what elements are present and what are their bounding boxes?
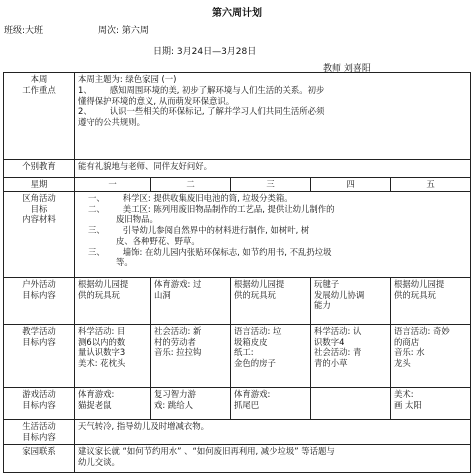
goal-item-1: 感知周围环境的美, 初步了解环境与人们生活的关系。初步 (109, 84, 325, 95)
outdoor-cell: 根据幼儿园提 供的玩具玩 (75, 277, 151, 324)
class-label: 班级:大班 (4, 26, 44, 36)
weekday-header: 星期 (4, 178, 75, 192)
teaching-row (4, 324, 471, 387)
date-range: 日期: 3月24日—3月28日 (153, 47, 257, 57)
weekday-header: 五 (391, 178, 471, 192)
family-label: 家园联系 (4, 444, 75, 472)
teaching-label: 教学活动 目标内容 (4, 324, 75, 387)
weekday-header-row (4, 178, 471, 192)
weekday-header: 二 (151, 178, 231, 192)
individual-content: 能有礼貌地与老师、同伴友好问好。 (75, 160, 471, 178)
area-content: 一、 科学区: 提供收集废旧电池的筒, 垃圾分类箱。 二、 美工区: 陈列用废旧物品制作的工艺品, 提供让幼儿制作的 废旧物品。 三、 引导幼儿参阅自然界中的材料进行制作, 如树叶, 树 皮、各种野花、野草。 三、 墙饰: 在幼儿园内张贴环保标志, 如节约用书, 不乱扔垃圾 等。 (75, 191, 471, 277)
outdoor-cell: 根据幼儿园提 供的玩具玩 (391, 277, 471, 324)
teaching-cell: 语言活动: 奇妙 的商店 音乐: 水 龙头 (391, 324, 471, 387)
weekday-header: 四 (311, 178, 391, 192)
area-label: 区角活动 目标 内容材料 (4, 191, 75, 277)
life-content: 天气转冷, 指导幼儿及时增减衣物。 (75, 419, 471, 444)
games-cell (311, 387, 391, 419)
weekday-header: 一 (75, 178, 151, 192)
week-label: 周次: 第六周 (98, 26, 149, 36)
life-row (4, 419, 471, 444)
games-cell: 体育游戏: 猫捉老鼠 (75, 387, 151, 419)
weekday-header: 三 (231, 178, 311, 192)
games-cell: 美术: 画 太阳 (391, 387, 471, 419)
individual-row (4, 160, 471, 178)
teaching-cell: 语言活动: 垃 圾箱皮皮 纸工: 金色的房子 (231, 324, 311, 387)
page-title: 第六周计划 (212, 8, 262, 19)
area-item: 科学区: 提供收集废旧电池的筒, 垃圾分类箱。 (122, 192, 293, 203)
teaching-cell: 科学活动: 目 测6以内的数 量认识数字3 美术: 花枕头 (75, 324, 151, 387)
games-cell: 复习智力游 戏: 跳给人 (151, 387, 231, 419)
goals-row (4, 73, 471, 160)
goal-item-2: 认识一些相关的环保标记, 了解并学习人们共同生活所必须 (109, 106, 325, 117)
goals-content: 本周主题为: 绿色家园 (一) 1、 感知周围环境的美, 初步了解环境与人们生活的关系。初步 懂得保护环境的意义, 从而萌发环保意识。 2、 认识一些相关的环保标记, 了解并学习人们共同生活所必须 遵守的公共规则。 (75, 73, 471, 160)
family-content: 建议家长就 “如何节约用水” 、“如何废旧再利用, 减少垃圾” 等话题与 幼儿交谈。 (75, 444, 471, 472)
weekly-plan-table (3, 72, 471, 473)
outdoor-cell: 根据幼儿园提 供的玩具玩 (231, 277, 311, 324)
teacher-name: 教师 刘喜阳 (323, 64, 371, 74)
goals-label: 本周 工作重点 (4, 73, 75, 160)
family-row (4, 444, 471, 472)
teaching-cell: 社会活动: 新 村的劳动者 音乐: 拉拉钩 (151, 324, 231, 387)
outdoor-label: 户外活动 目标内容 (4, 277, 75, 324)
games-row (4, 387, 471, 419)
outdoor-cell: 体育游戏: 过 山洞 (151, 277, 231, 324)
life-label: 生活活动 目标内容 (4, 419, 75, 444)
area-item: 美工区: 陈列用废旧物品制作的工艺品, 提供让幼儿制作的 (122, 203, 335, 214)
teaching-cell: 科学活动: 认 识数字4 社会活动: 青 青的小草 (311, 324, 391, 387)
outdoor-cell: 玩毽子 发展幼儿协调 能力 (311, 277, 391, 324)
games-cell: 体育游戏: 抓尾巴 (231, 387, 311, 419)
area-item: 引导幼儿参阅自然界中的材料进行制作, 如树叶, 树 (122, 225, 310, 235)
individual-label: 个别教育 (4, 160, 75, 178)
outdoor-row (4, 277, 471, 324)
games-label: 游戏活动 目标内容 (4, 387, 75, 419)
area-item: 墙饰: 在幼儿园内张贴环保标志, 如节约用书, 不乱扔垃圾 (122, 246, 332, 257)
area-row (4, 191, 471, 277)
theme-line: 本周主题为: 绿色家园 (一) (78, 74, 177, 84)
